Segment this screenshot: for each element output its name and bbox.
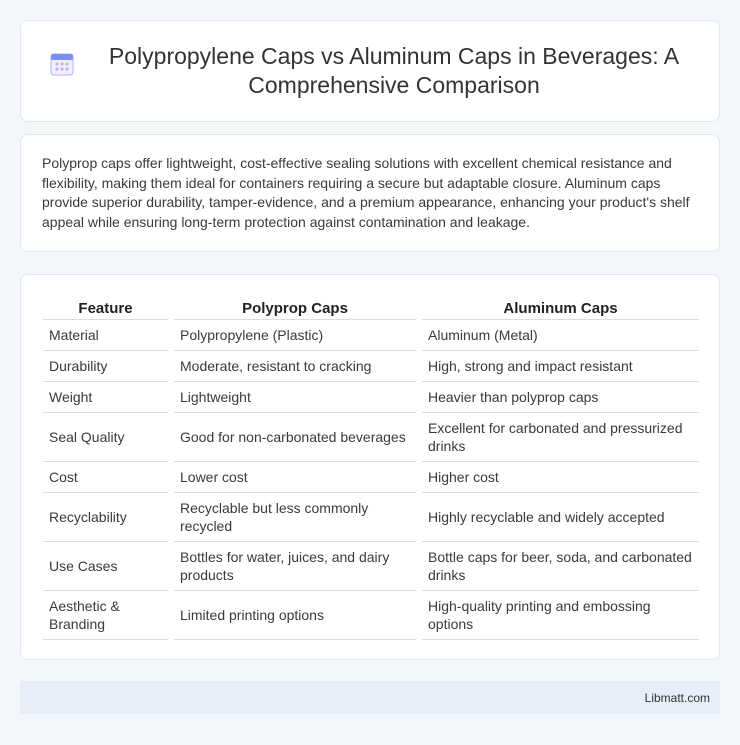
title-card <box>20 20 720 122</box>
polyprop-cell: Recyclable but less commonly recycled <box>171 492 419 541</box>
aluminum-cell: Excellent for carbonated and pressurized drinks <box>419 412 699 461</box>
header-polyprop: Polyprop Caps <box>171 297 419 319</box>
table-row <box>43 319 699 350</box>
feature-cell: Aesthetic & Branding <box>43 590 171 639</box>
aluminum-cell: Heavier than polyprop caps <box>419 381 699 412</box>
feature-cell: Weight <box>43 381 171 412</box>
feature-cell: Recyclability <box>43 492 171 541</box>
polyprop-cell: Lower cost <box>171 461 419 492</box>
title-wrap <box>21 21 719 121</box>
table-row <box>43 381 699 412</box>
polyprop-cell: Good for non-carbonated beverages <box>171 412 419 461</box>
comparison-table <box>43 297 699 640</box>
aluminum-cell: Bottle caps for beer, soda, and carbonated drinks <box>419 541 699 590</box>
feature-cell: Material <box>43 319 171 350</box>
feature-cell: Seal Quality <box>43 412 171 461</box>
table-row <box>43 412 699 461</box>
polyprop-cell: Polypropylene (Plastic) <box>171 319 419 350</box>
polyprop-cell: Lightweight <box>171 381 419 412</box>
table-row <box>43 461 699 492</box>
aluminum-cell: Highly recyclable and widely accepted <box>419 492 699 541</box>
header-aluminum: Aluminum Caps <box>419 297 699 319</box>
polyprop-cell: Limited printing options <box>171 590 419 639</box>
feature-cell: Cost <box>43 461 171 492</box>
aluminum-cell: High-quality printing and embossing options <box>419 590 699 639</box>
aluminum-cell: High, strong and impact resistant <box>419 350 699 381</box>
feature-cell: Use Cases <box>43 541 171 590</box>
footer <box>20 681 720 714</box>
comparison-card <box>20 274 720 660</box>
table-header-row <box>43 297 699 319</box>
header-feature: Feature <box>43 297 171 319</box>
table-row <box>43 350 699 381</box>
aluminum-cell: Aluminum (Metal) <box>419 319 699 350</box>
intro-card <box>20 134 720 252</box>
feature-cell: Durability <box>43 350 171 381</box>
calendar-icon <box>49 51 75 77</box>
page-title: Polypropylene Caps vs Aluminum Caps in Beverages: A Comprehensive Comparison <box>108 43 680 98</box>
footer-brand: Libmatt.com <box>644 690 710 705</box>
polyprop-cell: Bottles for water, juices, and dairy products <box>171 541 419 590</box>
table-row <box>43 492 699 541</box>
table-row <box>43 541 699 590</box>
aluminum-cell: Higher cost <box>419 461 699 492</box>
intro-paragraph: Polyprop caps offer lightweight, cost-effective sealing solutions with excellent chemical resistance and flexibility, making them ideal for containers requiring a secure but adaptable closure. Aluminum caps provide superior durability, tamper-evidence, and a premium appearance, enhancing your product's shelf appeal while ensuring long-term protection against contamination and leakage. <box>42 155 690 230</box>
polyprop-cell: Moderate, resistant to cracking <box>171 350 419 381</box>
table-row <box>43 590 699 639</box>
